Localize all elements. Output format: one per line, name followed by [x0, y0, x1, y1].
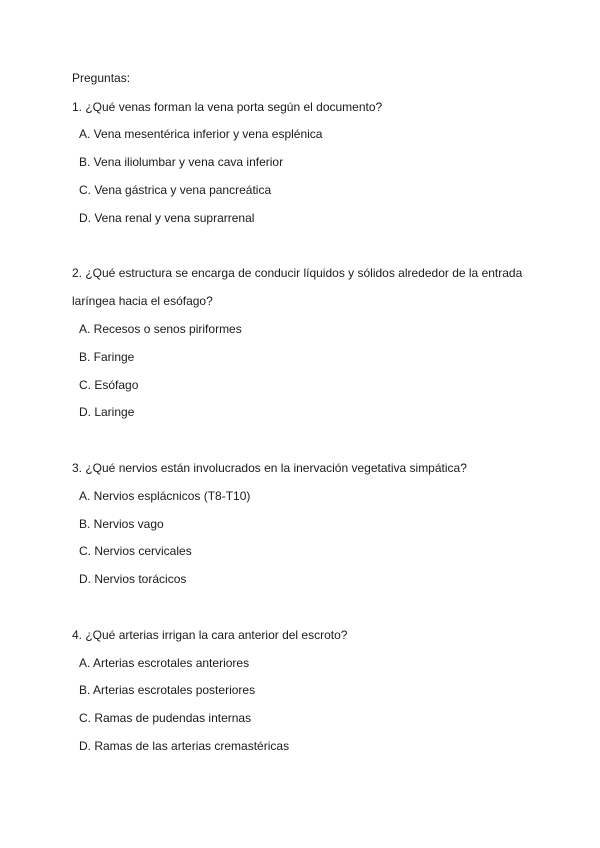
page-heading: Preguntas:	[72, 71, 131, 85]
option-b: B. Vena iliolumbar y vena cava inferior	[79, 155, 284, 169]
option-c: C. Vena gástrica y vena pancreática	[79, 183, 272, 197]
option-c: C. Esófago	[79, 378, 139, 392]
option-a: A. Recesos o senos piriformes	[79, 322, 242, 336]
option-b: B. Arterias escrotales posteriores	[79, 683, 256, 697]
option-d: D. Laringe	[79, 405, 135, 419]
question-text: 3. ¿Qué nervios están involucrados en la inervación vegetativa simpática?	[72, 461, 467, 475]
option-c: C. Nervios cervicales	[79, 544, 192, 558]
option-b: B. Faringe	[79, 350, 135, 364]
option-a: A. Nervios esplácnicos (T8-T10)	[79, 489, 251, 503]
question-text: 4. ¿Qué arterias irrigan la cara anterior del escroto?	[72, 628, 348, 642]
option-a: A. Arterias escrotales anteriores	[79, 656, 250, 670]
option-a: A. Vena mesentérica inferior y vena esplénica	[79, 127, 323, 141]
question-text: 1. ¿Qué venas forman la vena porta según el documento?	[72, 100, 383, 114]
option-c: C. Ramas de pudendas internas	[79, 711, 252, 725]
question-text-line-1: 2. ¿Qué estructura se encarga de conducir líquidos y sólidos alrededor de la entrada	[72, 266, 523, 280]
option-d: D. Vena renal y vena suprarrenal	[79, 211, 255, 225]
option-d: D. Ramas de las arterias cremastéricas	[79, 739, 290, 753]
option-b: B. Nervios vago	[79, 517, 164, 531]
question-text-line-2: laríngea hacia el esófago?	[72, 294, 213, 308]
option-d: D. Nervios torácicos	[79, 572, 187, 586]
